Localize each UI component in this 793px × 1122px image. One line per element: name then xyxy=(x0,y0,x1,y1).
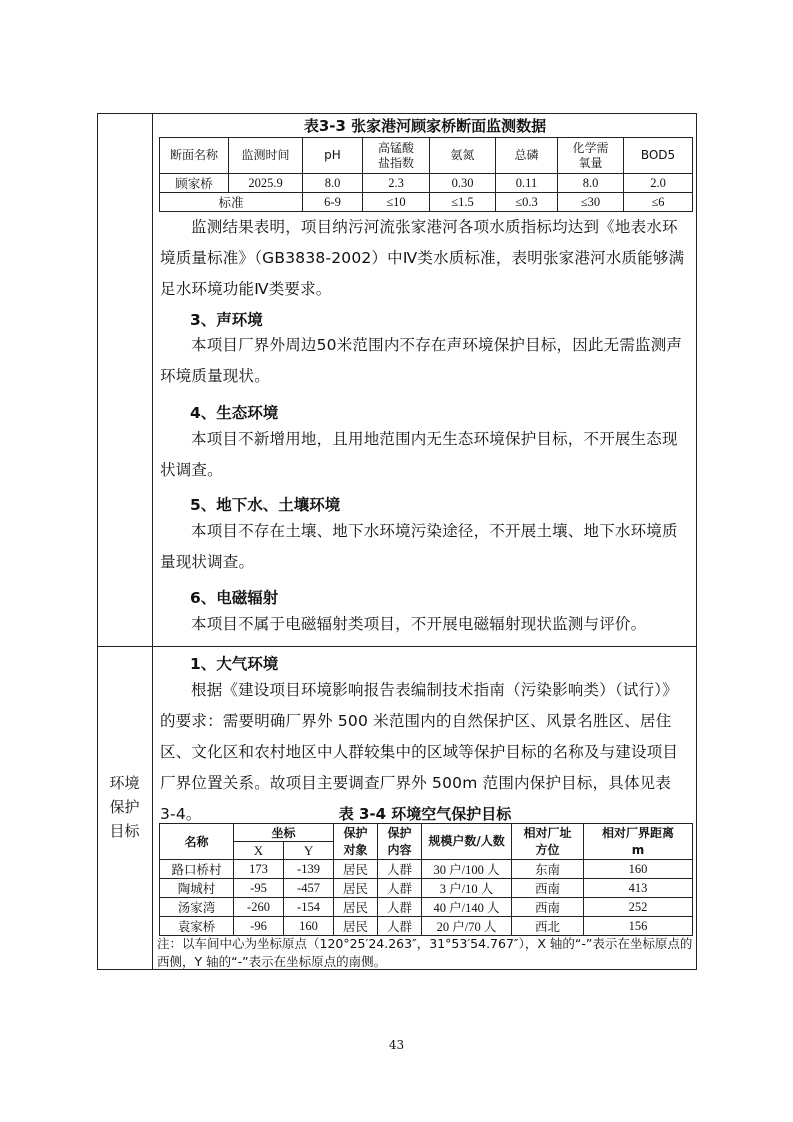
table-cell: 6-9 xyxy=(303,193,363,212)
table-cell: 2025.9 xyxy=(229,174,303,193)
header-cell: pH xyxy=(303,138,363,174)
heading-ecological-environment: 4、生态环境 xyxy=(190,404,279,422)
electromagnetic-paragraph xyxy=(160,609,690,640)
header-cell xyxy=(422,824,512,860)
table-cell: ≤6 xyxy=(624,193,693,212)
table-row xyxy=(160,860,693,879)
table-cell: 西北 xyxy=(512,917,584,936)
table-cell: 西南 xyxy=(512,879,584,898)
noise-paragraph xyxy=(160,330,690,392)
header-text: 化学需氧量 xyxy=(572,140,609,170)
paragraph-text: 本项目厂界外周边50米范围内不存在声环境保护目标，因此无需监测声环境质量现状。 xyxy=(160,336,683,385)
table-cell: 8.0 xyxy=(303,174,363,193)
side-label-line: 保护 xyxy=(109,798,140,816)
header-text: 高锰酸盐指数 xyxy=(377,140,414,170)
table-cell: 2.0 xyxy=(624,174,693,193)
table-cell: -154 xyxy=(284,898,334,917)
ecology-paragraph xyxy=(160,424,690,486)
header-cell: BOD5 xyxy=(624,138,693,174)
header-text: 相对厂址方位 xyxy=(523,825,572,857)
header-cell: 总磷 xyxy=(496,138,558,174)
header-cell xyxy=(512,824,584,860)
column-divider xyxy=(152,113,153,970)
table-row xyxy=(160,879,693,898)
table-cell: -96 xyxy=(234,917,284,936)
header-cell: 监测时间 xyxy=(229,138,303,174)
table-3-4 xyxy=(159,823,693,936)
groundwater-paragraph xyxy=(160,516,690,578)
table-cell: ≤0.3 xyxy=(496,193,558,212)
header-text: 相对厂界距离 m xyxy=(602,825,675,857)
table-cell: 居民 xyxy=(334,917,378,936)
table-standard-row xyxy=(160,193,693,212)
table-cell: 0.11 xyxy=(496,174,558,193)
table-3-4-caption: 表 3-4 环境空气保护目标 xyxy=(338,805,512,823)
table-note: 注：以车间中心为坐标原点（120°25′24.263″，31°53′54.767″），X 轴的“-”表示在坐标原点的西侧，Y 轴的“-”表示在坐标原点的南侧。 xyxy=(157,936,693,969)
table-cell: 陶城村 xyxy=(160,879,234,898)
table-row xyxy=(160,917,693,936)
table-cell: 人群 xyxy=(378,898,422,917)
table-cell: 居民 xyxy=(334,860,378,879)
table-cell: 西南 xyxy=(512,898,584,917)
table-cell: 252 xyxy=(584,898,693,917)
header-text: 保护对象 xyxy=(343,825,368,857)
table-cell: 路口桥村 xyxy=(160,860,234,879)
table-cell: 东南 xyxy=(512,860,584,879)
heading-noise-environment: 3、声环境 xyxy=(190,311,263,329)
table-cell: -457 xyxy=(284,879,334,898)
heading-groundwater-soil: 5、地下水、土壤环境 xyxy=(190,496,341,514)
monitoring-result-paragraph xyxy=(160,212,690,305)
header-cell: 坐标 xyxy=(234,824,334,842)
header-cell: Y xyxy=(284,842,334,860)
table-cell: -95 xyxy=(234,879,284,898)
table-cell: 40 户/140 人 xyxy=(422,898,512,917)
table-header-row xyxy=(160,138,693,174)
side-label-line: 环境 xyxy=(109,774,140,792)
header-cell: 断面名称 xyxy=(160,138,229,174)
header-cell xyxy=(558,138,624,174)
header-cell xyxy=(378,824,422,860)
table-cell: -139 xyxy=(284,860,334,879)
table-cell: 2.3 xyxy=(363,174,430,193)
row-divider xyxy=(97,646,697,647)
table-row xyxy=(160,898,693,917)
header-cell xyxy=(584,824,693,860)
table-cell: 汤家湾 xyxy=(160,898,234,917)
table-cell: 30 户/100 人 xyxy=(422,860,512,879)
header-text: 保护内容 xyxy=(387,825,412,857)
standard-label: 标准 xyxy=(160,193,303,212)
table-cell: 人群 xyxy=(378,860,422,879)
table-cell: 人群 xyxy=(378,917,422,936)
heading-electromagnetic: 6、电磁辐射 xyxy=(190,589,279,607)
table-row xyxy=(160,174,693,193)
header-cell xyxy=(363,138,430,174)
table-cell: ≤1.5 xyxy=(430,193,496,212)
header-cell xyxy=(334,824,378,860)
paragraph-text: 根据《建设项目环境影响报告表编制技术指南（污染影响类）（试行）》的要求：需要明确厂界外 500 米范围内的自然保护区、风景名胜区、居住区、文化区和农村地区中人群较集中的区域等保护目标的名称及与建设项目厂界位置关系。故项目主要调查厂界外 500m 范围内保护目标，具体见表 3-4。 xyxy=(160,681,679,823)
table-cell: 3 户/10 人 xyxy=(422,879,512,898)
table-header-row xyxy=(160,824,693,842)
table-cell: ≤10 xyxy=(363,193,430,212)
table-cell: 人群 xyxy=(378,879,422,898)
paragraph-text: 本项目不新增用地，且用地范围内无生态环境保护目标，不开展生态现状调查。 xyxy=(160,430,678,479)
table-cell: -260 xyxy=(234,898,284,917)
header-cell: X xyxy=(234,842,284,860)
header-cell: 氨氮 xyxy=(430,138,496,174)
header-text: 规模户数/人数 xyxy=(428,834,505,848)
table-cell: 160 xyxy=(284,917,334,936)
table-cell: 156 xyxy=(584,917,693,936)
table-cell: 顾家桥 xyxy=(160,174,229,193)
page-number: 43 xyxy=(388,1038,405,1052)
table-cell: ≤30 xyxy=(558,193,624,212)
table-3-3 xyxy=(159,137,693,212)
table-3-3-caption: 表3-3 张家港河顾家桥断面监测数据 xyxy=(303,117,547,135)
table-cell: 20 户/70 人 xyxy=(422,917,512,936)
table-cell: 居民 xyxy=(334,879,378,898)
paragraph-text: 本项目不存在土壤、地下水环境污染途径，不开展土壤、地下水环境质量现状调查。 xyxy=(160,522,678,571)
paragraph-text: 监测结果表明，项目纳污河流张家港河各项水质指标均达到《地表水环境质量标准》（GB3838-2002）中Ⅳ类水质标准，表明张家港河水质能够满足水环境功能Ⅳ类要求。 xyxy=(160,218,685,298)
table-cell: 居民 xyxy=(334,898,378,917)
side-label-protection-targets xyxy=(97,771,152,843)
table-cell: 0.30 xyxy=(430,174,496,193)
heading-air-environment: 1、大气环境 xyxy=(190,655,279,673)
table-cell: 173 xyxy=(234,860,284,879)
table-cell: 160 xyxy=(584,860,693,879)
side-label-line: 目标 xyxy=(109,822,140,840)
table-cell: 413 xyxy=(584,879,693,898)
paragraph-text: 本项目不属于电磁辐射类项目，不开展电磁辐射现状监测与评价。 xyxy=(191,615,647,633)
table-cell: 袁家桥 xyxy=(160,917,234,936)
header-cell: 名称 xyxy=(160,824,234,860)
table-cell: 8.0 xyxy=(558,174,624,193)
